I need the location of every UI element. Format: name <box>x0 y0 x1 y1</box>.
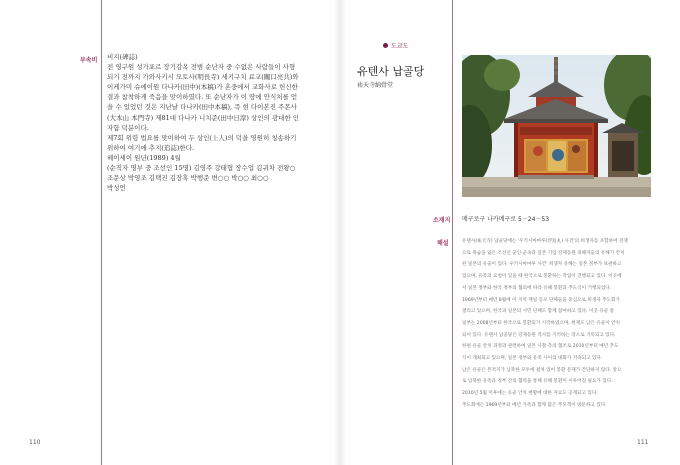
book-gutter <box>334 0 346 465</box>
body-line: 한편 유골 안치 과정과 관련하여 일본 사찰 측의 협조로 2010년부터 매년 추도 <box>462 344 619 350</box>
body-line: (순직자 명부 중 조선인 15명) 김영주 강태협 장수업 김귀차 전왕○ <box>107 164 296 173</box>
description-label: 해설 <box>437 240 449 247</box>
body-line: 위하여 여기에 추지(追誌)한다. <box>107 143 195 152</box>
body-line: 되기 전까지 가와사키시 모토사(明長寺) 세키구치 료교(關口亮共)와 <box>107 73 299 82</box>
body-line: 서 일본 정부와 한국 정부의 협의에 따라 유해 봉환과 추도식이 거행되었다. <box>462 285 612 291</box>
body-line: 남은 유골은 본적지가 남북한 모두에 걸쳐 있어 봉환 문제가 간단하지 않다. 앞으 <box>462 367 622 373</box>
category-tag <box>383 41 408 50</box>
page-number-right: 111 <box>637 439 649 446</box>
body-line: 이케가미 슈에이원 다나카(田中)(本稿)가 혼중에서 교화사로 헌신한 <box>107 83 298 92</box>
body-line: 일부는 2008년부터 한국으로 봉환되기 시작하였으며, 현재도 남은 유골이 안치 <box>462 320 620 326</box>
page-subtitle: 祐天寺納骨堂 <box>357 82 394 89</box>
body-line: 을 수 있었던 것은 지난날 다나카(田中本稿), 즉 현 다이본진 주몬사 <box>107 103 297 112</box>
body-line: 박성언 <box>107 184 126 193</box>
category-label: 도쿄도 <box>391 43 409 50</box>
body-line: 된 일본의 유골이 있다. 우키시마마루 사건' 희생자 유해는 일본 정부가 보관하고 <box>462 262 622 268</box>
body-line: 되어 있다. 유텐사 납골당은 강제동원 역사를 기억하는 장소로 기록되고 있다. <box>462 332 616 338</box>
bullet-dot-icon <box>383 43 388 48</box>
attachment-label: 부속비 <box>80 57 98 64</box>
body-line: 제7회 위령 법요를 맞이하여 두 상인(上人)의 덕을 영원히 칭송하기 <box>107 133 297 142</box>
body-line: 1969년부터 매년 8월에 이 지역 재일 동포 단체들을 중심으로 희생자 추도회가 <box>462 297 620 303</box>
body-line: 로 남북한 유족과 정부 간의 협력을 통해 유해 봉환이 이루어질 필요가 있다. <box>462 379 613 385</box>
body-line: 있으며, 유족의 요청이 있을 때 한국으로 봉환하는 작업이 진행되고 있다. 이곳에 <box>462 274 622 280</box>
right-body-text <box>462 236 654 412</box>
body-line: 헤이세이 원년(1989) 4월 <box>107 153 181 162</box>
address-text: 메구로구 나카메구로 5－24－53 <box>462 216 550 223</box>
body-line: 으로 목숨을 잃은 조선인 군인·군속과 일본 기업 강제동원 피해자들의 유해가 안치 <box>462 250 625 256</box>
body-line: (大本山 本門寺) 제81대 다나카 니치준(田中日淳) 상인의 광대한 인 <box>107 113 300 122</box>
page-number-left: 110 <box>29 439 41 446</box>
body-line: 열리고 있으며, 한국과 일본의 시민 단체도 함께 참여하고 있다. 이곳 유골 중 <box>462 309 615 315</box>
left-margin-rule <box>101 0 102 465</box>
location-label: 소재지 <box>433 217 451 224</box>
body-line: 2010년 5월 이후에는 유골 안치 현황에 대한 자료도 공개되고 있다. <box>462 391 598 397</box>
page-title: 유텐사 납골당 <box>357 65 425 78</box>
body-line: 유텐사(祐天寺) 납골당에는 '우키시마마루(浮島丸) 사건'의 희생자를 포함하여 전쟁 <box>462 239 628 244</box>
body-line: 식이 개최되고 있으며, 일본 정부와 유족 사이의 대화가 지속되고 있다. <box>462 356 603 362</box>
body-line: 자함 덕분이다. <box>107 123 149 132</box>
body-line: 조문상 박영조 김택진 김장혹 박행준 변○○ 박○○ 최○○ <box>107 174 269 183</box>
body-line: 비지(碑誌) <box>107 53 138 61</box>
body-line: 전 영구원 성가포르 장기감옥 전범 순난자 중 수없은 사람들이 사형 <box>107 63 296 72</box>
temple-photo <box>462 55 651 197</box>
right-margin-rule <box>452 0 453 465</box>
body-line: 결과 참착하게 죽음을 맞이하였다. 또 순난자가 이 땅에 안식처를 얻 <box>107 93 298 102</box>
body-line: 추도회에는 1969년부터 매년 가족과 함께 많은 추모객이 방문하고 있다. <box>462 402 607 408</box>
left-body-text <box>107 52 303 193</box>
